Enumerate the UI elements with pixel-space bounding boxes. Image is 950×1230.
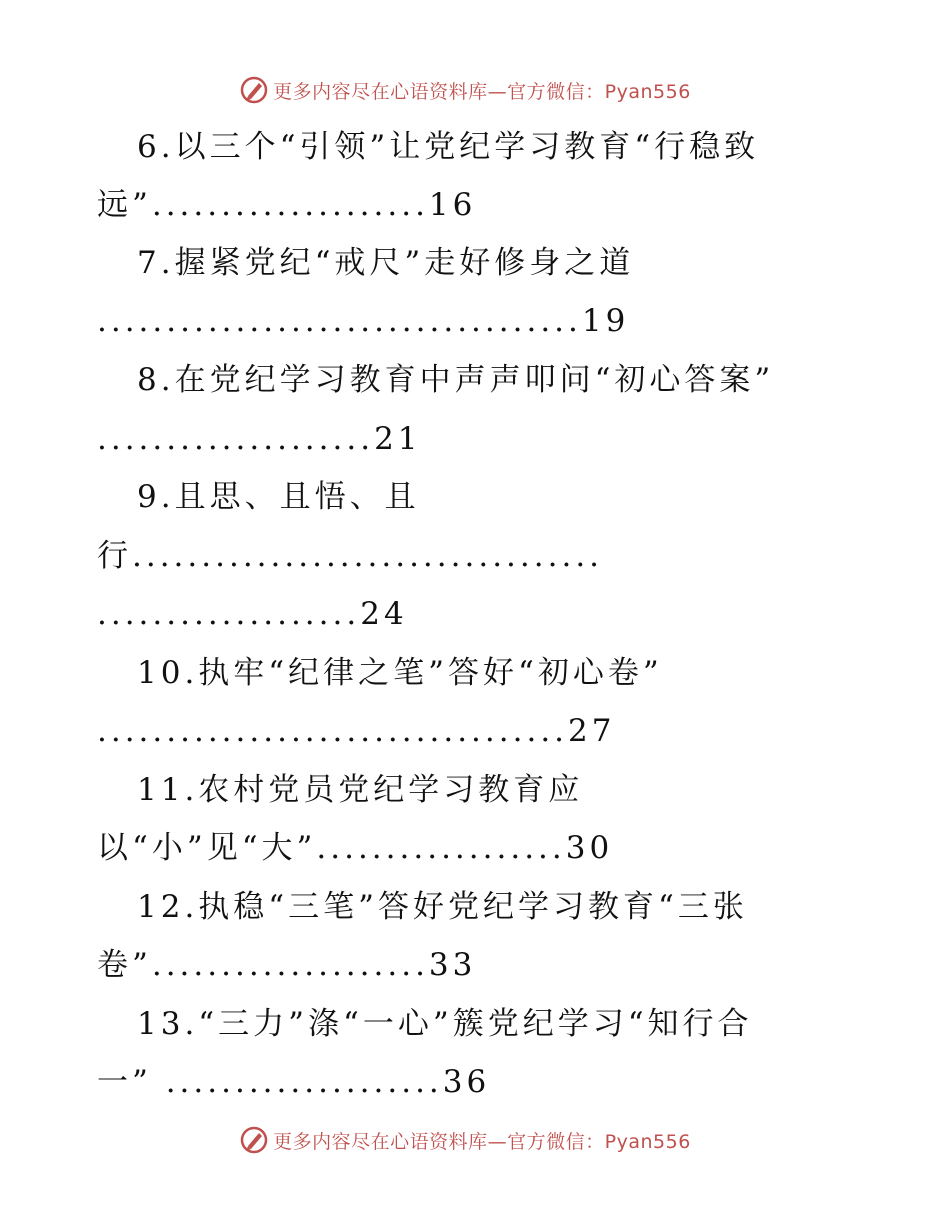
toc-line: 远”....................16 xyxy=(97,187,477,223)
toc-line: 以“小”见“大”..................30 xyxy=(97,830,614,866)
footer-banner-text: 更多内容尽在心语资料库—官方微信：Pyan556 xyxy=(273,1130,691,1153)
toc-line: ..................................27 xyxy=(97,713,616,749)
toc-line: 7.握紧党纪“戒尺”走好修身之道 xyxy=(137,245,635,281)
toc-line: 11.农村党员党纪学习教育应 xyxy=(137,772,584,808)
toc-line: 行.................................. xyxy=(97,538,604,574)
toc-line: ...................................19 xyxy=(97,303,630,339)
toc-line: 9.且思、且悟、且 xyxy=(137,479,420,515)
toc-line: 12.执稳“三笔”答好党纪学习教育“三张 xyxy=(137,889,748,925)
toc-line: ...................24 xyxy=(97,596,408,632)
toc-line: 6.以三个“引领”让党纪学习教育“行稳致 xyxy=(137,129,760,165)
toc-line: ....................21 xyxy=(97,421,422,457)
pen-logo-icon xyxy=(239,75,269,105)
toc-line: 10.执牢“纪律之笔”答好“初心卷” xyxy=(137,655,663,691)
header-banner-text: 更多内容尽在心语资料库—官方微信：Pyan556 xyxy=(273,80,691,103)
header-banner xyxy=(0,70,950,110)
footer-banner xyxy=(0,1120,950,1160)
toc-line: 卷”....................33 xyxy=(97,947,477,983)
toc-line: 13.“三力”涤“一心”簇党纪学习“知行合 xyxy=(137,1006,753,1042)
pen-logo-icon xyxy=(239,1125,269,1155)
toc-line: 一” ....................36 xyxy=(97,1064,491,1100)
toc-line: 8.在党纪学习教育中声声叩问“初心答案” xyxy=(137,362,775,398)
